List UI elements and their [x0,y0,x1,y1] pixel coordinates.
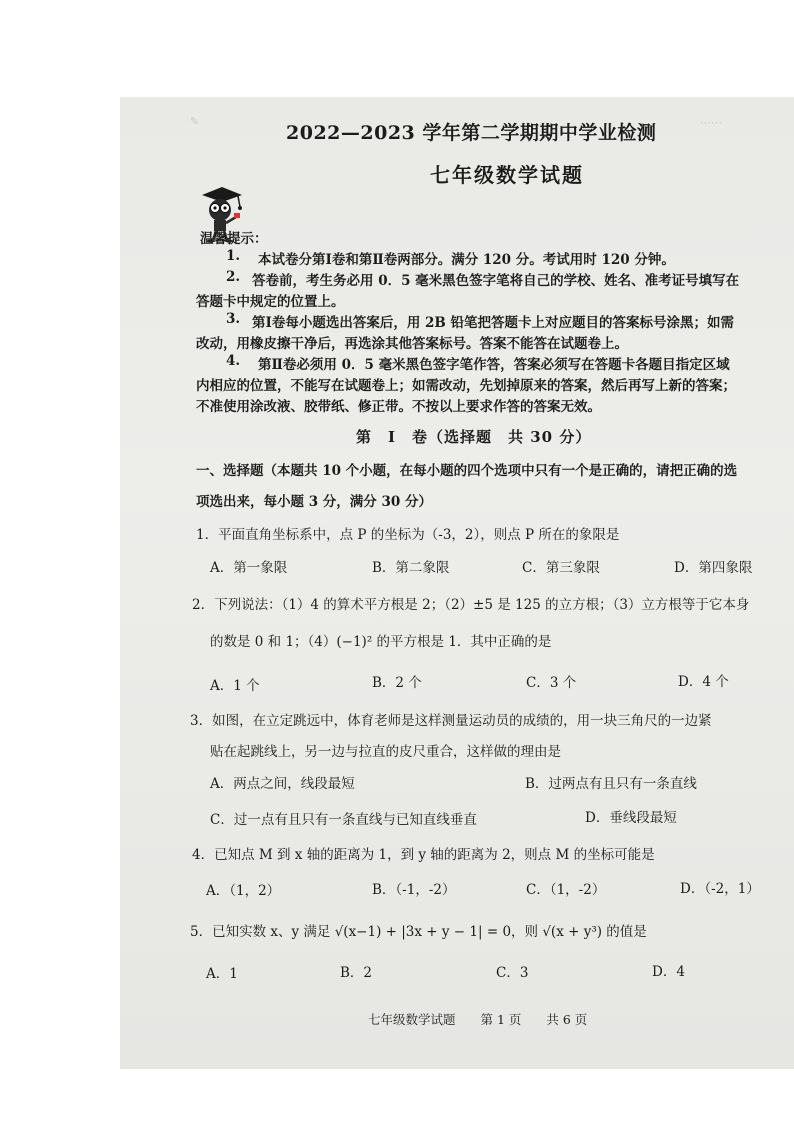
question-stem: 2．下列说法：（1）4 的算术平方根是 2；（2）±5 是 125 的立方根；（3）立方根等于它本身 [192,597,750,613]
notice-item-text: 内相应的位置，不能写在试题卷上；如需改动，先划掉原来的答案，然后再写上新的答案； [196,378,736,394]
answer-option-a: A．（1，2） [206,883,281,899]
bleed-through-mark: ⋯⋯ [700,116,722,129]
answer-option-a: A．两点之间，线段最短 [210,776,355,792]
page-footer: 七年级数学试题 第 1 页 共 6 页 [368,1012,588,1027]
bleed-through-mark: ✎ [190,115,200,128]
answer-option-b: B．第二象限 [372,560,450,576]
notice-item-text: 第Ⅱ卷必须用 0．5 毫米黑色签字笔作答，答案必须写在答题卡各题目指定区域 [258,357,730,373]
answer-option-d: D．（-2，1） [680,881,760,897]
answer-option-d: D．4 [652,964,685,980]
notice-item-number: 2. [226,269,241,285]
question-stem: 贴在起跳线上，另一边与拉直的皮尺重合，这样做的理由是 [210,744,561,760]
exam-title: 2022—2023 学年第二学期期中学业检测 [286,122,657,144]
answer-option-d: D．4 个 [678,674,729,690]
notice-item-text: 答题卡中规定的位置上。 [196,294,345,310]
question-stem: 5．已知实数 x、y 满足 √(x−1) + |3x + y − 1| = 0，则 √(x + y³) 的值是 [190,924,647,940]
answer-option-a: A．1 个 [210,678,260,694]
part-instructions: 一、选择题（本题共 10 个小题，在每小题的四个选项中只有一个是正确的，请把正确的选 [196,463,738,479]
answer-option-b: B．（-1，-2） [372,882,456,898]
notice-item-text: 改动，用橡皮擦干净后，再选涂其他答案标号。答案不能答在试题卷上。 [196,336,628,352]
notice-item-number: 3. [226,311,241,327]
question-stem: 的数是 0 和 1；（4）(−1)² 的平方根是 1．其中正确的是 [210,634,552,650]
answer-option-a: A．1 [206,966,238,982]
answer-option-c: C．3 个 [526,675,577,691]
answer-option-c: C．（1，-2） [526,882,606,898]
answer-option-d: D．第四象限 [674,560,753,576]
notice-item-text: 第Ⅰ卷每小题选出答案后，用 2B 铅笔把答题卡上对应题目的答案标号涂黑；如需 [252,315,735,331]
exam-subtitle: 七年级数学试题 [430,163,584,187]
answer-option-b: B．2 个 [372,675,422,691]
answer-option-c: C．第三象限 [522,560,600,576]
answer-option-c: C．过一点有且只有一条直线与已知直线垂直 [210,812,477,828]
answer-option-c: C．3 [496,965,529,981]
answer-option-b: B．2 [340,965,373,981]
question-stem: 4．已知点 M 到 x 轴的距离为 1，到 y 轴的距离为 2，则点 M 的坐标可能是 [192,847,655,863]
question-stem: 3．如图，在立定跳远中，体育老师是这样测量运动员的成绩的，用一块三角尺的一边紧 [190,713,712,729]
answer-option-b: B．过两点有且只有一条直线 [525,776,697,792]
notice-item-number: 1. [226,248,241,264]
section-title: 第 Ⅰ 卷（选择题 共 30 分） [356,428,592,446]
question-stem: 1．平面直角坐标系中，点 P 的坐标为（-3，2），则点 P 所在的象限是 [196,527,620,543]
notice-item-text: 不准使用涂改液、胶带纸、修正带。不按以上要求作答的答案无效。 [196,399,601,415]
answer-option-d: D．垂线段最短 [585,810,677,826]
part-instructions: 项选出来，每小题 3 分，满分 30 分） [196,494,432,510]
notice-item-text: 答卷前，考生务必用 0．5 毫米黑色签字笔将自己的学校、姓名、准考证号填写在 [252,273,740,289]
notice-item-number: 4. [226,353,241,369]
notice-heading: 温馨提示： [200,231,268,247]
notice-item-text: 本试卷分第Ⅰ卷和第Ⅱ卷两部分。满分 120 分。考试用时 120 分钟。 [258,252,675,268]
answer-option-a: A．第一象限 [210,560,288,576]
